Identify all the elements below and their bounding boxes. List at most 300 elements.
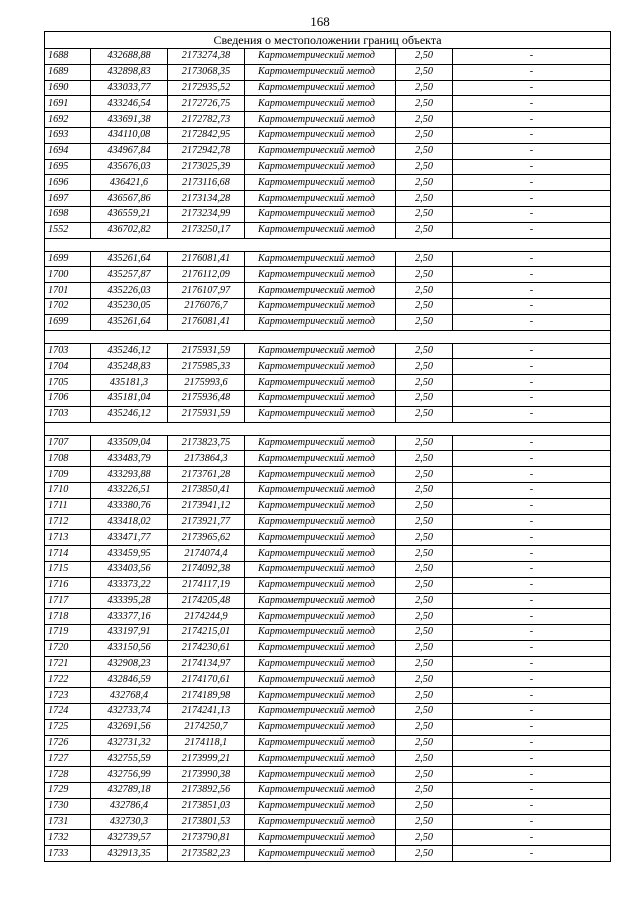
method-cell: Картометрический метод [245, 593, 396, 609]
accuracy-cell: 2,50 [396, 343, 453, 359]
group-separator-row [45, 422, 611, 435]
accuracy-cell: 2,50 [396, 406, 453, 422]
x-coordinate-cell: 432755,59 [91, 751, 168, 767]
point-number-cell: 1726 [45, 735, 91, 751]
group-separator-cell [45, 422, 611, 435]
point-number-cell: 1721 [45, 656, 91, 672]
table-row [45, 830, 611, 846]
description-cell: - [453, 688, 611, 704]
table-row [45, 625, 611, 641]
group-separator-row [45, 238, 611, 251]
method-cell: Картометрический метод [245, 719, 396, 735]
point-number-cell: 1704 [45, 359, 91, 375]
description-cell: - [453, 814, 611, 830]
description-cell: - [453, 451, 611, 467]
accuracy-cell: 2,50 [396, 390, 453, 406]
x-coordinate-cell: 433033,77 [91, 80, 168, 96]
description-cell: - [453, 751, 611, 767]
table-row [45, 482, 611, 498]
description-cell: - [453, 298, 611, 314]
method-cell: Картометрический метод [245, 467, 396, 483]
group-separator-cell [45, 238, 611, 251]
y-coordinate-cell: 2173851,03 [168, 798, 245, 814]
description-cell: - [453, 577, 611, 593]
description-cell: - [453, 343, 611, 359]
description-cell: - [453, 112, 611, 128]
method-cell: Картометрический метод [245, 577, 396, 593]
point-number-cell: 1731 [45, 814, 91, 830]
method-cell: Картометрический метод [245, 267, 396, 283]
accuracy-cell: 2,50 [396, 222, 453, 238]
x-coordinate-cell: 433380,76 [91, 498, 168, 514]
y-coordinate-cell: 2173823,75 [168, 435, 245, 451]
method-cell: Картометрический метод [245, 561, 396, 577]
accuracy-cell: 2,50 [396, 767, 453, 783]
accuracy-cell: 2,50 [396, 206, 453, 222]
description-cell: - [453, 222, 611, 238]
method-cell: Картометрический метод [245, 359, 396, 375]
method-cell: Картометрический метод [245, 143, 396, 159]
x-coordinate-cell: 433395,28 [91, 593, 168, 609]
point-number-cell: 1695 [45, 159, 91, 175]
method-cell: Картометрический метод [245, 451, 396, 467]
method-cell: Картометрический метод [245, 298, 396, 314]
table-row [45, 704, 611, 720]
point-number-cell: 1715 [45, 561, 91, 577]
description-cell: - [453, 206, 611, 222]
table-row [45, 798, 611, 814]
accuracy-cell: 2,50 [396, 143, 453, 159]
table-row [45, 688, 611, 704]
y-coordinate-cell: 2173850,41 [168, 482, 245, 498]
y-coordinate-cell: 2176076,7 [168, 298, 245, 314]
x-coordinate-cell: 435248,83 [91, 359, 168, 375]
description-cell: - [453, 127, 611, 143]
y-coordinate-cell: 2174230,61 [168, 640, 245, 656]
x-coordinate-cell: 433509,04 [91, 435, 168, 451]
method-cell: Картометрический метод [245, 406, 396, 422]
point-number-cell: 1733 [45, 846, 91, 862]
accuracy-cell: 2,50 [396, 283, 453, 299]
y-coordinate-cell: 2176112,09 [168, 267, 245, 283]
method-cell: Картометрический метод [245, 704, 396, 720]
method-cell: Картометрический метод [245, 609, 396, 625]
y-coordinate-cell: 2175993,6 [168, 375, 245, 391]
y-coordinate-cell: 2174074,4 [168, 546, 245, 562]
accuracy-cell: 2,50 [396, 64, 453, 80]
description-cell: - [453, 482, 611, 498]
accuracy-cell: 2,50 [396, 49, 453, 65]
method-cell: Картометрический метод [245, 251, 396, 267]
method-cell: Картометрический метод [245, 672, 396, 688]
x-coordinate-cell: 436559,21 [91, 206, 168, 222]
table-row [45, 314, 611, 330]
accuracy-cell: 2,50 [396, 112, 453, 128]
point-number-cell: 1701 [45, 283, 91, 299]
method-cell: Картометрический метод [245, 64, 396, 80]
y-coordinate-cell: 2173801,53 [168, 814, 245, 830]
x-coordinate-cell: 435246,12 [91, 406, 168, 422]
description-cell: - [453, 390, 611, 406]
x-coordinate-cell: 435230,05 [91, 298, 168, 314]
method-cell: Картометрический метод [245, 546, 396, 562]
accuracy-cell: 2,50 [396, 514, 453, 530]
accuracy-cell: 2,50 [396, 251, 453, 267]
y-coordinate-cell: 2176081,41 [168, 251, 245, 267]
point-number-cell: 1693 [45, 127, 91, 143]
description-cell: - [453, 767, 611, 783]
accuracy-cell: 2,50 [396, 375, 453, 391]
x-coordinate-cell: 432908,23 [91, 656, 168, 672]
y-coordinate-cell: 2174250,7 [168, 719, 245, 735]
x-coordinate-cell: 433373,22 [91, 577, 168, 593]
table-row [45, 112, 611, 128]
y-coordinate-cell: 2175936,48 [168, 390, 245, 406]
y-coordinate-cell: 2175931,59 [168, 406, 245, 422]
y-coordinate-cell: 2176081,41 [168, 314, 245, 330]
accuracy-cell: 2,50 [396, 175, 453, 191]
point-number-cell: 1690 [45, 80, 91, 96]
point-number-cell: 1708 [45, 451, 91, 467]
y-coordinate-cell: 2173864,3 [168, 451, 245, 467]
method-cell: Картометрический метод [245, 283, 396, 299]
point-number-cell: 1717 [45, 593, 91, 609]
accuracy-cell: 2,50 [396, 735, 453, 751]
accuracy-cell: 2,50 [396, 830, 453, 846]
x-coordinate-cell: 436421,6 [91, 175, 168, 191]
point-number-cell: 1714 [45, 546, 91, 562]
table-row [45, 406, 611, 422]
table-title-row [45, 32, 611, 49]
y-coordinate-cell: 2174170,61 [168, 672, 245, 688]
point-number-cell: 1698 [45, 206, 91, 222]
point-number-cell: 1724 [45, 704, 91, 720]
table-row [45, 767, 611, 783]
table-row [45, 375, 611, 391]
table-row [45, 593, 611, 609]
table-row [45, 251, 611, 267]
accuracy-cell: 2,50 [396, 846, 453, 862]
x-coordinate-cell: 433418,02 [91, 514, 168, 530]
table-row [45, 343, 611, 359]
method-cell: Картометрический метод [245, 435, 396, 451]
method-cell: Картометрический метод [245, 625, 396, 641]
point-number-cell: 1700 [45, 267, 91, 283]
method-cell: Картометрический метод [245, 814, 396, 830]
description-cell: - [453, 704, 611, 720]
table-row [45, 49, 611, 65]
table-row [45, 222, 611, 238]
y-coordinate-cell: 2174241,13 [168, 704, 245, 720]
description-cell: - [453, 640, 611, 656]
table-row [45, 143, 611, 159]
description-cell: - [453, 719, 611, 735]
method-cell: Картометрический метод [245, 640, 396, 656]
accuracy-cell: 2,50 [396, 530, 453, 546]
method-cell: Картометрический метод [245, 206, 396, 222]
table-row [45, 96, 611, 112]
method-cell: Картометрический метод [245, 514, 396, 530]
accuracy-cell: 2,50 [396, 751, 453, 767]
table-row [45, 719, 611, 735]
point-number-cell: 1694 [45, 143, 91, 159]
description-cell: - [453, 530, 611, 546]
table-row [45, 530, 611, 546]
y-coordinate-cell: 2173250,17 [168, 222, 245, 238]
table-row [45, 175, 611, 191]
point-number-cell: 1725 [45, 719, 91, 735]
y-coordinate-cell: 2174134,97 [168, 656, 245, 672]
description-cell: - [453, 609, 611, 625]
description-cell: - [453, 96, 611, 112]
accuracy-cell: 2,50 [396, 482, 453, 498]
table-row [45, 577, 611, 593]
y-coordinate-cell: 2172935,52 [168, 80, 245, 96]
table-row [45, 609, 611, 625]
point-number-cell: 1703 [45, 406, 91, 422]
table-row [45, 498, 611, 514]
method-cell: Картометрический метод [245, 127, 396, 143]
point-number-cell: 1723 [45, 688, 91, 704]
table-row [45, 298, 611, 314]
x-coordinate-cell: 433691,38 [91, 112, 168, 128]
table-row [45, 672, 611, 688]
table-row [45, 783, 611, 799]
description-cell: - [453, 593, 611, 609]
x-coordinate-cell: 432768,4 [91, 688, 168, 704]
description-cell: - [453, 798, 611, 814]
point-number-cell: 1706 [45, 390, 91, 406]
method-cell: Картометрический метод [245, 767, 396, 783]
y-coordinate-cell: 2174117,19 [168, 577, 245, 593]
point-number-cell: 1705 [45, 375, 91, 391]
y-coordinate-cell: 2173999,21 [168, 751, 245, 767]
accuracy-cell: 2,50 [396, 561, 453, 577]
x-coordinate-cell: 433150,56 [91, 640, 168, 656]
table-row [45, 451, 611, 467]
accuracy-cell: 2,50 [396, 625, 453, 641]
x-coordinate-cell: 435246,12 [91, 343, 168, 359]
method-cell: Картометрический метод [245, 688, 396, 704]
y-coordinate-cell: 2173790,81 [168, 830, 245, 846]
table-title: Сведения о местоположении границ объекта [45, 32, 611, 49]
accuracy-cell: 2,50 [396, 451, 453, 467]
y-coordinate-cell: 2173582,23 [168, 846, 245, 862]
y-coordinate-cell: 2173274,38 [168, 49, 245, 65]
accuracy-cell: 2,50 [396, 96, 453, 112]
x-coordinate-cell: 432688,88 [91, 49, 168, 65]
table-row [45, 814, 611, 830]
table-row [45, 267, 611, 283]
table-row [45, 390, 611, 406]
description-cell: - [453, 191, 611, 207]
point-number-cell: 1703 [45, 343, 91, 359]
x-coordinate-cell: 432913,35 [91, 846, 168, 862]
x-coordinate-cell: 432691,56 [91, 719, 168, 735]
point-number-cell: 1729 [45, 783, 91, 799]
method-cell: Картометрический метод [245, 159, 396, 175]
method-cell: Картометрический метод [245, 222, 396, 238]
point-number-cell: 1728 [45, 767, 91, 783]
x-coordinate-cell: 436702,82 [91, 222, 168, 238]
table-row [45, 640, 611, 656]
x-coordinate-cell: 435257,87 [91, 267, 168, 283]
x-coordinate-cell: 432786,4 [91, 798, 168, 814]
point-number-cell: 1712 [45, 514, 91, 530]
point-number-cell: 1696 [45, 175, 91, 191]
method-cell: Картометрический метод [245, 112, 396, 128]
method-cell: Картометрический метод [245, 735, 396, 751]
table-row [45, 80, 611, 96]
y-coordinate-cell: 2172842,95 [168, 127, 245, 143]
description-cell: - [453, 283, 611, 299]
y-coordinate-cell: 2173116,68 [168, 175, 245, 191]
x-coordinate-cell: 432846,59 [91, 672, 168, 688]
x-coordinate-cell: 433403,56 [91, 561, 168, 577]
description-cell: - [453, 267, 611, 283]
description-cell: - [453, 735, 611, 751]
accuracy-cell: 2,50 [396, 640, 453, 656]
point-number-cell: 1707 [45, 435, 91, 451]
point-number-cell: 1699 [45, 251, 91, 267]
accuracy-cell: 2,50 [396, 593, 453, 609]
description-cell: - [453, 625, 611, 641]
y-coordinate-cell: 2173921,77 [168, 514, 245, 530]
point-number-cell: 1552 [45, 222, 91, 238]
table-row [45, 159, 611, 175]
y-coordinate-cell: 2172942,78 [168, 143, 245, 159]
description-cell: - [453, 514, 611, 530]
table-row [45, 561, 611, 577]
x-coordinate-cell: 432733,74 [91, 704, 168, 720]
y-coordinate-cell: 2173134,28 [168, 191, 245, 207]
point-number-cell: 1697 [45, 191, 91, 207]
accuracy-cell: 2,50 [396, 127, 453, 143]
accuracy-cell: 2,50 [396, 359, 453, 375]
table-row [45, 206, 611, 222]
table-row [45, 359, 611, 375]
point-number-cell: 1727 [45, 751, 91, 767]
x-coordinate-cell: 432739,57 [91, 830, 168, 846]
table-row [45, 751, 611, 767]
accuracy-cell: 2,50 [396, 298, 453, 314]
accuracy-cell: 2,50 [396, 498, 453, 514]
accuracy-cell: 2,50 [396, 798, 453, 814]
description-cell: - [453, 467, 611, 483]
x-coordinate-cell: 435226,03 [91, 283, 168, 299]
accuracy-cell: 2,50 [396, 159, 453, 175]
accuracy-cell: 2,50 [396, 191, 453, 207]
table-row [45, 191, 611, 207]
accuracy-cell: 2,50 [396, 314, 453, 330]
x-coordinate-cell: 432789,18 [91, 783, 168, 799]
description-cell: - [453, 561, 611, 577]
accuracy-cell: 2,50 [396, 672, 453, 688]
x-coordinate-cell: 433226,51 [91, 482, 168, 498]
x-coordinate-cell: 433459,95 [91, 546, 168, 562]
description-cell: - [453, 175, 611, 191]
method-cell: Картометрический метод [245, 498, 396, 514]
point-number-cell: 1710 [45, 482, 91, 498]
y-coordinate-cell: 2174215,01 [168, 625, 245, 641]
method-cell: Картометрический метод [245, 530, 396, 546]
accuracy-cell: 2,50 [396, 577, 453, 593]
x-coordinate-cell: 432730,3 [91, 814, 168, 830]
x-coordinate-cell: 433483,79 [91, 451, 168, 467]
description-cell: - [453, 251, 611, 267]
table-row [45, 435, 611, 451]
point-number-cell: 1730 [45, 798, 91, 814]
method-cell: Картометрический метод [245, 846, 396, 862]
description-cell: - [453, 406, 611, 422]
y-coordinate-cell: 2174118,1 [168, 735, 245, 751]
description-cell: - [453, 359, 611, 375]
x-coordinate-cell: 435676,03 [91, 159, 168, 175]
accuracy-cell: 2,50 [396, 719, 453, 735]
point-number-cell: 1719 [45, 625, 91, 641]
x-coordinate-cell: 432898,83 [91, 64, 168, 80]
method-cell: Картометрический метод [245, 783, 396, 799]
description-cell: - [453, 143, 611, 159]
table-row [45, 64, 611, 80]
x-coordinate-cell: 432731,32 [91, 735, 168, 751]
method-cell: Картометрический метод [245, 96, 396, 112]
method-cell: Картометрический метод [245, 80, 396, 96]
point-number-cell: 1720 [45, 640, 91, 656]
x-coordinate-cell: 433377,16 [91, 609, 168, 625]
x-coordinate-cell: 433197,91 [91, 625, 168, 641]
x-coordinate-cell: 435181,04 [91, 390, 168, 406]
x-coordinate-cell: 436567,86 [91, 191, 168, 207]
y-coordinate-cell: 2173068,35 [168, 64, 245, 80]
point-number-cell: 1702 [45, 298, 91, 314]
accuracy-cell: 2,50 [396, 704, 453, 720]
accuracy-cell: 2,50 [396, 656, 453, 672]
method-cell: Картометрический метод [245, 175, 396, 191]
x-coordinate-cell: 433246,54 [91, 96, 168, 112]
y-coordinate-cell: 2174205,48 [168, 593, 245, 609]
x-coordinate-cell: 433293,88 [91, 467, 168, 483]
y-coordinate-cell: 2173892,56 [168, 783, 245, 799]
y-coordinate-cell: 2173761,28 [168, 467, 245, 483]
description-cell: - [453, 546, 611, 562]
table-row [45, 846, 611, 862]
method-cell: Картометрический метод [245, 314, 396, 330]
table-row [45, 735, 611, 751]
boundary-table [44, 31, 611, 862]
table-row [45, 127, 611, 143]
description-cell: - [453, 159, 611, 175]
y-coordinate-cell: 2173965,62 [168, 530, 245, 546]
y-coordinate-cell: 2173234,99 [168, 206, 245, 222]
description-cell: - [453, 783, 611, 799]
description-cell: - [453, 64, 611, 80]
y-coordinate-cell: 2176107,97 [168, 283, 245, 299]
method-cell: Картометрический метод [245, 751, 396, 767]
table-row [45, 514, 611, 530]
method-cell: Картометрический метод [245, 375, 396, 391]
y-coordinate-cell: 2173990,38 [168, 767, 245, 783]
description-cell: - [453, 49, 611, 65]
method-cell: Картометрический метод [245, 343, 396, 359]
method-cell: Картометрический метод [245, 49, 396, 65]
table-row [45, 467, 611, 483]
method-cell: Картометрический метод [245, 830, 396, 846]
x-coordinate-cell: 432756,99 [91, 767, 168, 783]
y-coordinate-cell: 2174189,98 [168, 688, 245, 704]
point-number-cell: 1722 [45, 672, 91, 688]
method-cell: Картометрический метод [245, 390, 396, 406]
